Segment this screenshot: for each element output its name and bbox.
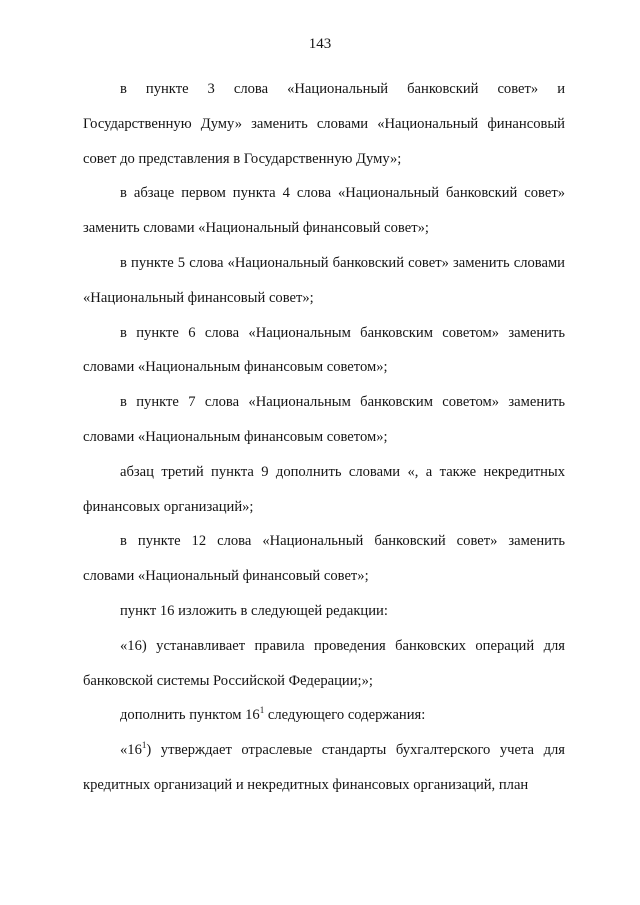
paragraph-item-16-1-intro [83,698,565,733]
paragraph-item-5-amendment: в пункте 5 слова «Национальный банковский совет» заменить словами «Национальный финансовый совет»; [83,254,565,306]
text-segment: «16 [120,742,142,759]
paragraph-item-16-1-text [83,733,565,803]
paragraph-item-6-amendment: в пункте 6 слова «Национальным банковским советом» заменить словами «Национальным финансовым советом»; [83,324,565,376]
page-number: 143 [308,36,332,52]
superscript: 1 [141,740,147,751]
paragraph-item-7-amendment: в пункте 7 слова «Национальным банковским советом» заменить словами «Национальным финансовым советом»; [83,394,565,445]
superscript: 1 [259,705,265,716]
document-body [83,72,565,803]
text-segment: дополнить пунктом 16 [120,707,260,724]
paragraph-item-16-intro: пункт 16 изложить в следующей редакции: [120,602,388,619]
paragraph-item-4-amendment: в абзаце первом пункта 4 слова «Национальный банковский совет» заменить словами «Национальный финансовый совет»; [83,185,565,237]
paragraph-item-12-amendment: в пункте 12 слова «Национальный банковский совет» заменить словами «Национальный финансовый совет»; [83,533,565,585]
text-segment: следующего содержания: [264,707,426,724]
text-segment: ) утверждает отраслевые стандарты бухгалтерского учета для кредитных организаций и некредитных финансовых организаций, план [83,742,565,793]
paragraph-item-9-amendment: абзац третий пункта 9 дополнить словами «, а также некредитных финансовых организаций»; [83,463,565,515]
paragraph-item-3-amendment: в пункте 3 слова «Национальный банковский совет» и Государственную Думу» заменить словами «Национальный финансовый совет до представления в Государственную Думу»; [83,81,565,167]
paragraph-item-16-new-text: «16) устанавливает правила проведения банковских операций для банковской системы Российской Федерации;»; [83,637,565,689]
